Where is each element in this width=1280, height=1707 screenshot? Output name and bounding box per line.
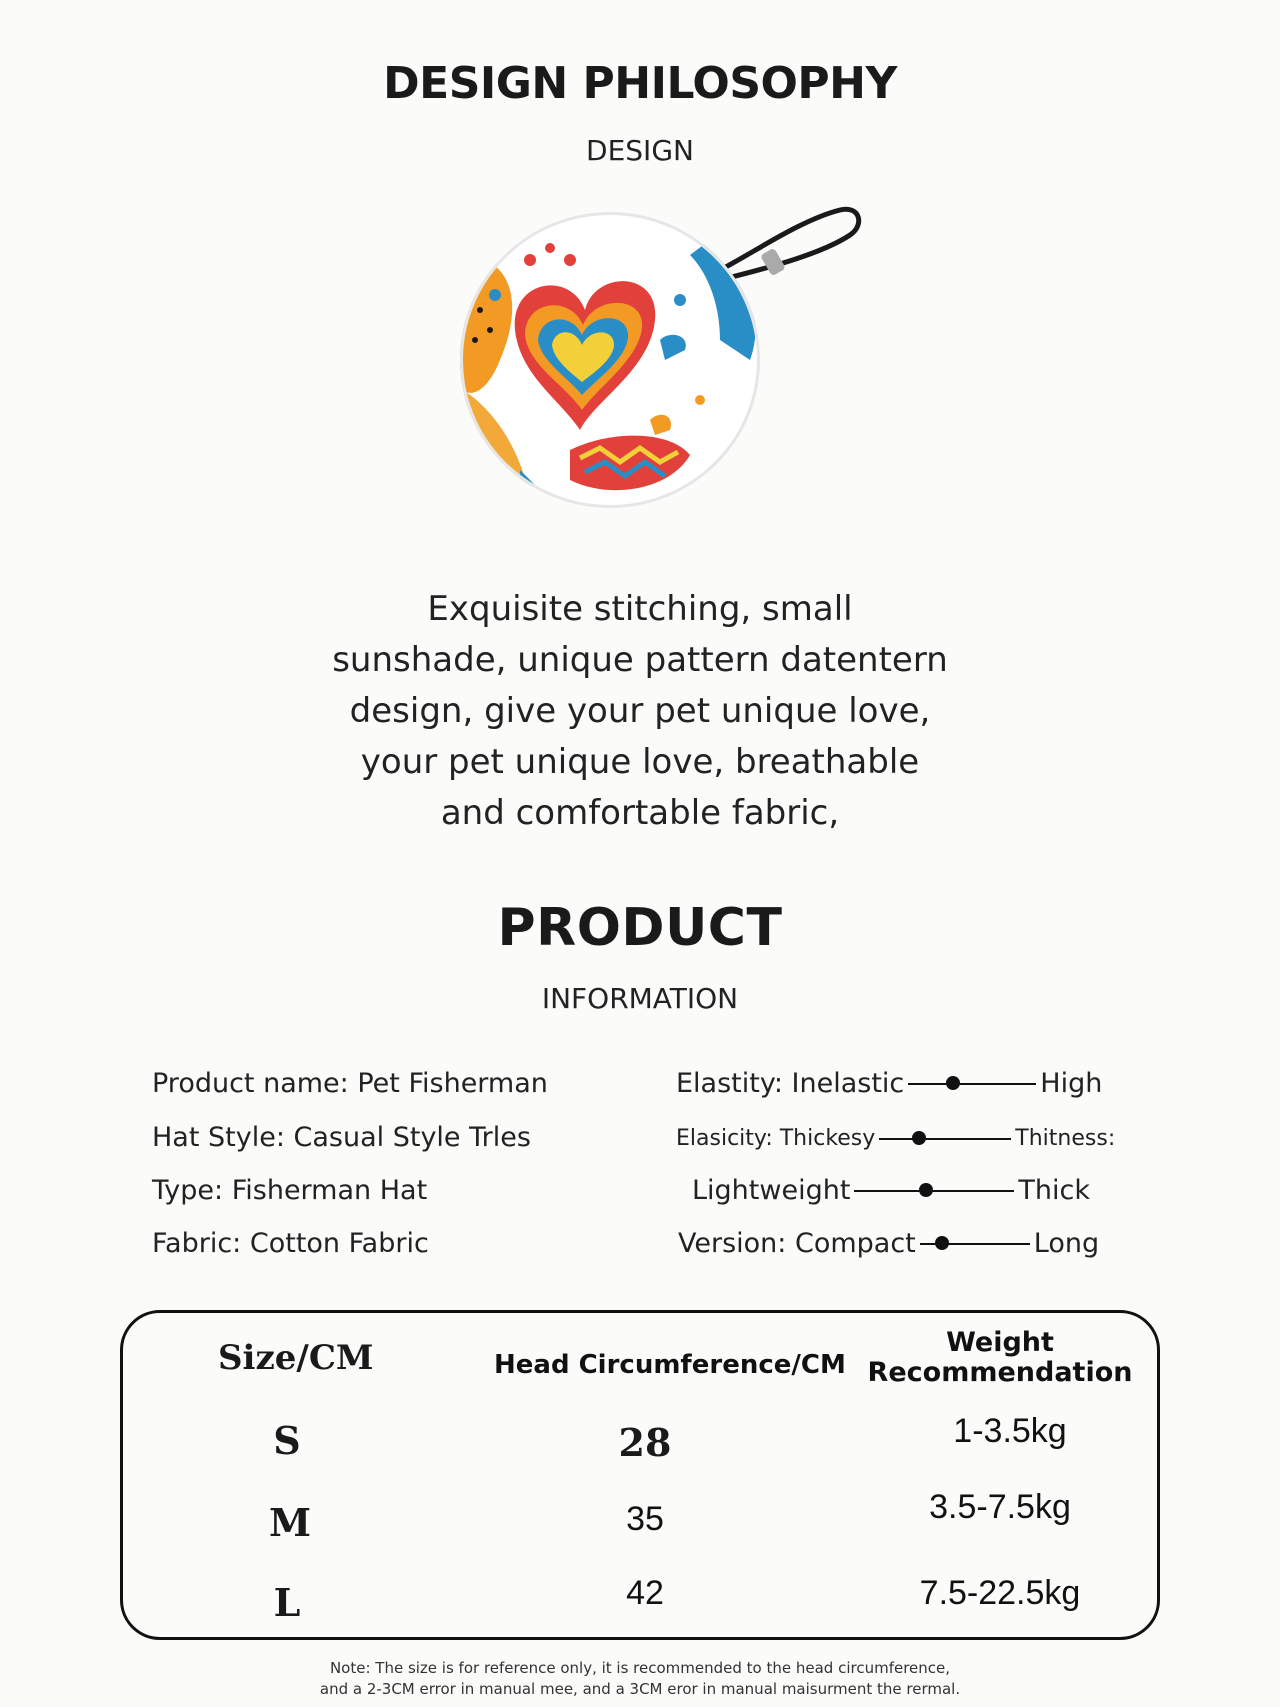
row-weight: 1-3.5kg bbox=[953, 1412, 1067, 1450]
row-size: L bbox=[273, 1580, 301, 1625]
scale-version bbox=[678, 1228, 1099, 1259]
scale-elasticity bbox=[676, 1068, 1102, 1099]
product-title: PRODUCT bbox=[497, 898, 783, 958]
description-line: your pet unique love, breathable bbox=[360, 742, 920, 782]
description-line: Exquisite stitching, small bbox=[427, 589, 853, 629]
drawstring bbox=[720, 209, 859, 280]
spec-hat-style: Hat Style: Casual Style Trles bbox=[152, 1122, 531, 1153]
row-size: M bbox=[268, 1500, 312, 1545]
spec-type: Type: Fisherman Hat bbox=[152, 1175, 428, 1206]
information-subtitle: INFORMATION bbox=[541, 982, 739, 1015]
toggle-stopper bbox=[760, 248, 786, 277]
description-line: design, give your pet unique love, bbox=[349, 691, 931, 731]
scale-left-label: Elasicity: Thickesy bbox=[676, 1126, 876, 1151]
scale-right-label: Long bbox=[1033, 1228, 1100, 1259]
header-weight-line: Weight bbox=[946, 1327, 1054, 1358]
scale-marker bbox=[946, 1076, 960, 1090]
header-head-circumference: Head Circumference/CM bbox=[494, 1350, 846, 1380]
scale-right-label: High bbox=[1040, 1068, 1103, 1099]
header-size: Size/CM bbox=[218, 1338, 374, 1378]
scale-track bbox=[854, 1190, 1014, 1192]
scale-track bbox=[920, 1243, 1030, 1245]
row-head: 42 bbox=[626, 1574, 664, 1612]
scale-right-label: Thitness: bbox=[1015, 1126, 1116, 1151]
row-head: 28 bbox=[618, 1420, 672, 1465]
design-description bbox=[0, 584, 1280, 839]
scale-left-label: Lightweight bbox=[692, 1175, 851, 1206]
scale-track bbox=[908, 1083, 1036, 1085]
note-line: and a 2-3CM error in manual mee, and a 3CM eror in manual maisurment the rermal. bbox=[319, 1680, 961, 1698]
header-weight-recommendation bbox=[860, 1328, 1140, 1388]
design-subtitle: DESIGN bbox=[586, 134, 694, 167]
row-weight: 3.5-7.5kg bbox=[929, 1488, 1071, 1526]
row-head: 35 bbox=[626, 1500, 664, 1538]
size-note bbox=[0, 1658, 1280, 1700]
header-recommendation-line: Recommendation bbox=[867, 1357, 1133, 1388]
scale-left-label: Elastity: Inelastic bbox=[676, 1068, 905, 1099]
scale-left-label: Version: Compact bbox=[678, 1228, 916, 1259]
row-size: S bbox=[273, 1418, 301, 1463]
pet-fisherman-hat-image bbox=[420, 200, 880, 550]
note-line: Note: The size is for reference only, it is recommended to the head circumference, bbox=[329, 1659, 951, 1677]
scale-right-label: Thick bbox=[1018, 1175, 1091, 1206]
description-line: sunshade, unique pattern datentern bbox=[332, 640, 948, 680]
row-weight: 7.5-22.5kg bbox=[919, 1574, 1081, 1612]
scale-marker bbox=[912, 1131, 926, 1145]
spec-product-name: Product name: Pet Fisherman bbox=[152, 1068, 548, 1099]
description-line: and comfortable fabric, bbox=[440, 793, 840, 833]
scale-track bbox=[879, 1138, 1011, 1140]
scale-marker bbox=[935, 1236, 949, 1250]
scale-weight bbox=[692, 1175, 1090, 1206]
design-philosophy-title: DESIGN PHILOSOPHY bbox=[383, 58, 897, 109]
scale-marker bbox=[919, 1183, 933, 1197]
scale-thickness bbox=[676, 1126, 1115, 1151]
spec-fabric: Fabric: Cotton Fabric bbox=[152, 1228, 429, 1259]
